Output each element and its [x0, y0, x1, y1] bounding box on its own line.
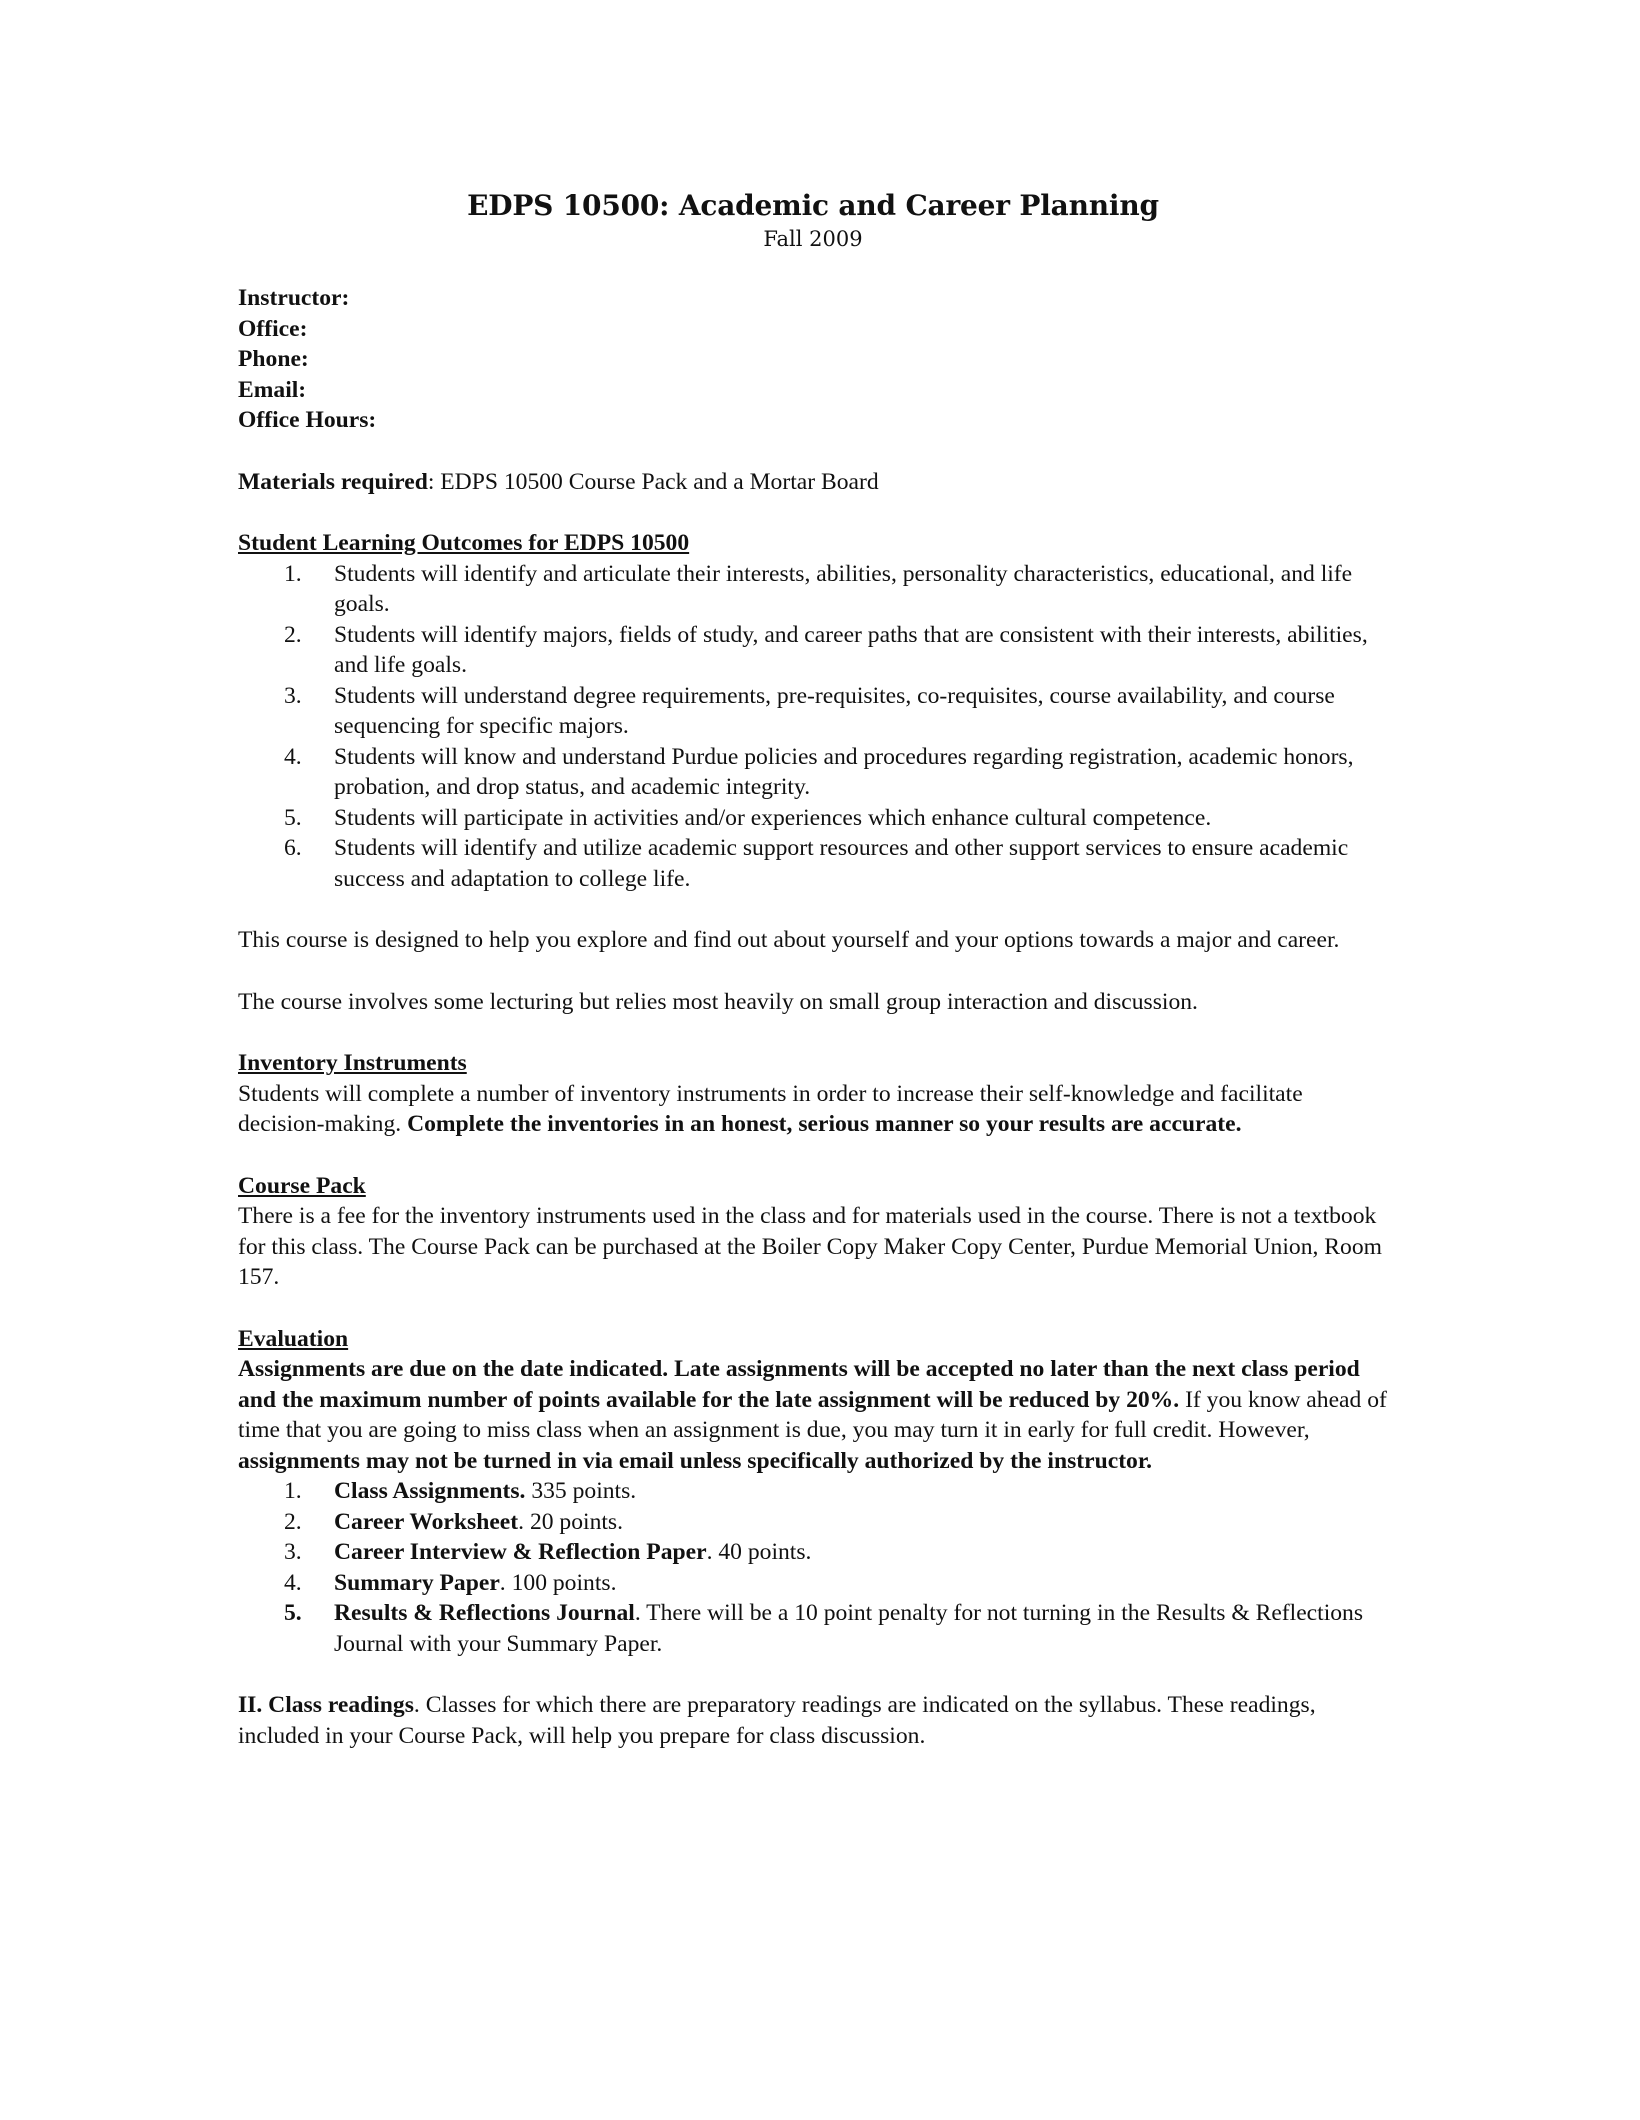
- list-label: Career Interview & Reflection Paper: [334, 1539, 707, 1565]
- list-item: [238, 833, 1388, 894]
- list-number: 2.: [284, 621, 302, 648]
- list-text: Students will identify majors, fields of study, and career paths that are consistent with their interests, abilities, and life goals.: [334, 621, 1368, 678]
- list-number: 1.: [284, 560, 302, 587]
- list-text: Students will identify and utilize academic support resources and other support services to ensure academic success and adaptation to college life.: [334, 835, 1349, 892]
- list-text: . 100 points.: [499, 1569, 617, 1596]
- list-number: 5.: [284, 1600, 302, 1626]
- inventory-section: [238, 1048, 1388, 1140]
- list-text: Students will know and understand Purdue policies and procedures regarding registration, academic honors, probation, and drop status, and academic integrity.: [334, 743, 1354, 800]
- list-text: Students will participate in activities and/or experiences which enhance cultural competence.: [334, 804, 1212, 831]
- list-label: Class Assignments.: [334, 1478, 526, 1504]
- course-term: Fall 2009: [763, 227, 863, 251]
- contact-block: [238, 283, 1388, 436]
- class-readings-text: . Classes for which there are preparatory readings are indicated on the syllabus. These readings, included in your Course Pack, will help you prepare for class discussion.: [238, 1692, 1316, 1749]
- materials-text: : EDPS 10500 Course Pack and a Mortar Board: [427, 468, 879, 495]
- list-number: 4.: [284, 1569, 302, 1596]
- outcomes-list: [238, 559, 1388, 895]
- intro-paragraph-1: This course is designed to help you explore and find out about yourself and your options towards a major and career.: [238, 927, 1340, 953]
- list-item: [238, 1507, 1388, 1538]
- intro-paragraph-2: The course involves some lecturing but relies most heavily on small group interaction and discussion.: [238, 988, 1198, 1015]
- list-item: [238, 742, 1388, 803]
- list-text: . There will be a 10 point penalty for not turning in the Results & Reflections Journal with your Summary Paper.: [334, 1600, 1364, 1657]
- list-item: [238, 620, 1388, 681]
- list-item: [238, 1568, 1388, 1599]
- list-label: Career Worksheet: [334, 1508, 519, 1535]
- inventory-emphasis: Complete the inventories in an honest, serious manner so your results are accurate.: [407, 1111, 1242, 1137]
- course-pack-heading: Course Pack: [238, 1172, 366, 1199]
- evaluation-bold-1: Assignments are due on the date indicated. Late assignments will be accepted no later than the next class period and the maximum number of points available for the late assignment will be reduced by 20%.: [238, 1356, 1360, 1413]
- outcomes-heading: Student Learning Outcomes for EDPS 10500: [238, 530, 690, 556]
- inventory-body: Students will complete a number of inventory instruments in order to increase their self-knowledge and facilitate decision-making.: [238, 1080, 1303, 1137]
- list-text: 335 points.: [525, 1478, 637, 1504]
- class-readings-label: II. Class readings: [238, 1692, 414, 1718]
- class-readings: [238, 1690, 1388, 1751]
- email-label: Email:: [238, 376, 307, 403]
- list-text: Students will identify and articulate their interests, abilities, personality characteristics, educational, and life goals.: [334, 560, 1353, 617]
- inventory-heading: Inventory Instruments: [238, 1050, 467, 1076]
- list-label: Results & Reflections Journal: [334, 1600, 635, 1626]
- materials-label: Materials required: [238, 468, 428, 495]
- materials-required: [238, 467, 1388, 498]
- list-item: [238, 559, 1388, 620]
- list-item: [238, 1476, 1388, 1507]
- list-item: [238, 1598, 1388, 1659]
- list-item: [238, 681, 1388, 742]
- list-number: 6.: [284, 835, 302, 861]
- document-page: [238, 188, 1388, 1751]
- evaluation-list: [238, 1476, 1388, 1659]
- instructor-label: Instructor:: [238, 285, 350, 311]
- evaluation-body: If you know ahead of time that you are going to miss class when an assignment is due, you may turn it in early for full credit. However,: [238, 1386, 1387, 1443]
- evaluation-heading: Evaluation: [238, 1325, 349, 1352]
- list-item: [238, 1537, 1388, 1568]
- list-label: Summary Paper: [334, 1569, 500, 1596]
- list-item: [238, 803, 1388, 834]
- list-text: . 20 points.: [518, 1508, 624, 1535]
- list-number: 2.: [284, 1508, 302, 1535]
- course-pack-text: There is a fee for the inventory instruments used in the class and for materials used in the course. There is not a textbook for this class. The Course Pack can be purchased at the Boiler Copy Maker Copy Center, Purdue Memorial Union, Room 157.: [238, 1203, 1382, 1290]
- phone-label: Phone:: [238, 346, 309, 372]
- list-number: 3.: [284, 1539, 302, 1565]
- evaluation-bold-2: assignments may not be turned in via email unless specifically authorized by the instructor.: [238, 1447, 1153, 1474]
- list-number: 5.: [284, 804, 302, 831]
- office-hours-label: Office Hours:: [238, 407, 377, 433]
- course-title: EDPS 10500: Academic and Career Planning: [467, 189, 1159, 222]
- list-number: 3.: [284, 682, 302, 709]
- list-number: 4.: [284, 743, 302, 770]
- evaluation-section: [238, 1324, 1388, 1660]
- course-pack-section: [238, 1171, 1388, 1293]
- inventory-text: [238, 1079, 1388, 1140]
- office-label: Office:: [238, 315, 308, 342]
- list-text: . 40 points.: [706, 1539, 812, 1565]
- list-number: 1.: [284, 1478, 302, 1504]
- evaluation-text: [238, 1354, 1388, 1476]
- outcomes-section: [238, 528, 1388, 894]
- list-text: Students will understand degree requirements, pre-requisites, co-requisites, course availability, and course sequencing for specific majors.: [334, 682, 1335, 739]
